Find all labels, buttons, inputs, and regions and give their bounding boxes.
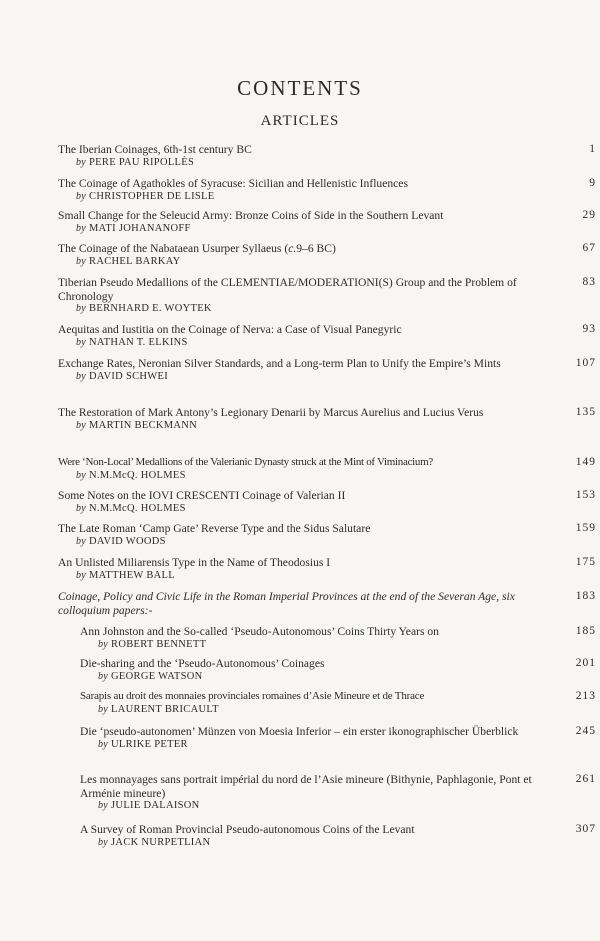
entry-title: The Late Roman ‘Camp Gate’ Reverse Type and the Sidus Salutare [58, 522, 371, 535]
entry-title: Exchange Rates, Neronian Silver Standards, and a Long-term Plan to Unify the Empire’s Mints [58, 357, 501, 370]
entry-author: by N.M.McQ. HOLMES [76, 469, 186, 481]
entry-author: by JULIE DALAISON [98, 800, 200, 811]
entry-author: by MATI JOHANANOFF [76, 222, 191, 234]
entry-title: Aequitas and Iustitia on the Coinage of Nerva: a Case of Visual Panegyric [58, 323, 402, 336]
toc-entry[interactable] [58, 276, 596, 315]
entry-title: The Coinage of Agathokles of Syracuse: Sicilian and Hellenistic Influences [58, 177, 408, 190]
entry-title: The Coinage of the Nabataean Usurper Syllaeus (c.9–6 BC) [58, 242, 336, 255]
toc-subentry[interactable] [80, 625, 596, 651]
toc-entry[interactable] [58, 242, 596, 268]
toc-entry[interactable] [58, 143, 596, 169]
entry-page: 93 [582, 323, 596, 335]
toc-entry[interactable] [58, 323, 596, 349]
toc-entry[interactable] [58, 456, 596, 482]
entry-author: by PERE PAU RIPOLLÈS [76, 156, 195, 168]
toc-subentry[interactable] [80, 823, 596, 849]
entry-page: 83 [582, 276, 596, 288]
toc-subentry[interactable] [80, 690, 596, 716]
toc-entry[interactable] [58, 522, 596, 548]
toc-entry[interactable] [58, 489, 596, 515]
section-heading: ARTICLES [260, 113, 340, 129]
entry-page: 307 [575, 823, 596, 835]
entry-author: by ROBERT BENNETT [98, 638, 207, 650]
entry-title: The Restoration of Mark Antony’s Legionary Denarii by Marcus Aurelius and Lucius Verus [58, 406, 484, 419]
entry-title: Die-sharing and the ‘Pseudo-Autonomous’ Coinages [80, 657, 325, 670]
entry-title: A Survey of Roman Provincial Pseudo-autonomous Coins of the Levant [80, 823, 415, 836]
entry-author: by NATHAN T. ELKINS [76, 336, 188, 348]
toc-subentry[interactable] [80, 773, 596, 812]
entry-author: by N.M.McQ. HOLMES [76, 502, 186, 514]
entry-author: by LAURENT BRICAULT [98, 703, 219, 715]
toc-entry[interactable] [58, 556, 596, 582]
entry-page: 107 [575, 357, 596, 369]
toc-entry[interactable] [58, 406, 596, 432]
toc-entry[interactable] [58, 357, 596, 383]
entry-title: Were ‘Non-Local’ Medallions of the Valerianic Dynasty struck at the Mint of Viminacium? [58, 456, 433, 468]
entry-page: 159 [575, 522, 596, 534]
toc-subentry[interactable] [80, 725, 596, 751]
entry-page: 201 [575, 657, 596, 669]
entry-author: by CHRISTOPHER DE LISLE [76, 190, 215, 202]
entry-title: Die ‘pseudo-autonomen’ Münzen von Moesia Inferior – ein erster ikonographischer Überblick [80, 725, 519, 738]
entry-title: Small Change for the Seleucid Army: Bronze Coins of Side in the Southern Levant [58, 209, 444, 222]
toc-subentry[interactable] [80, 657, 596, 683]
entry-title: Some Notes on the IOVI CRESCENTI Coinage of Valerian II [58, 489, 346, 502]
entry-page: 175 [575, 556, 596, 568]
entry-author: by BERNHARD E. WOYTEK [76, 303, 212, 314]
entry-title: Les monnayages sans portrait impérial du nord de l’Asie mineure (Bithynie, Paphlagonie, Pont et Arménie mineure) [80, 773, 532, 800]
entry-author: by JACK NURPETLIAN [98, 836, 211, 848]
entry-title: Ann Johnston and the So-called ‘Pseudo-Autonomous’ Coins Thirty Years on [80, 625, 439, 638]
entry-author: by ULRIKE PETER [98, 738, 188, 750]
entry-title: Tiberian Pseudo Medallions of the CLEMENTIAE/MODERATIONI(S) Group and the Problem of Chronology [58, 276, 517, 303]
page-title: CONTENTS [237, 76, 363, 100]
entry-author: by MATTHEW BALL [76, 569, 175, 581]
entry-page: 1 [589, 143, 596, 155]
entry-page: 261 [575, 773, 596, 785]
entry-page: 29 [582, 209, 596, 221]
toc-entry[interactable] [58, 209, 596, 235]
entry-page: 153 [575, 489, 596, 501]
entry-page: 149 [575, 456, 596, 468]
entry-title: The Iberian Coinages, 6th-1st century BC [58, 143, 252, 156]
entry-page: 213 [575, 690, 596, 702]
entry-page: 67 [582, 242, 596, 254]
toc-entry[interactable] [58, 177, 596, 203]
entry-page: 135 [575, 406, 596, 418]
entry-author: by GEORGE WATSON [98, 670, 203, 682]
entry-author: by RACHEL BARKAY [76, 255, 181, 267]
entry-title: An Unlisted Miliarensis Type in the Name of Theodosius I [58, 556, 331, 569]
toc-entry-colloquium[interactable] [58, 590, 596, 617]
entry-title: Coinage, Policy and Civic Life in the Roman Imperial Provinces at the end of the Severan Age, six colloquium papers:- [58, 590, 515, 617]
entry-page: 183 [575, 590, 596, 602]
entry-page: 245 [575, 725, 596, 737]
entry-author: by DAVID SCHWEI [76, 370, 168, 382]
entry-page: 185 [575, 625, 596, 637]
entry-author: by DAVID WOODS [76, 535, 166, 547]
entry-title: Sarapis au droit des monnaies provinciales romaines d’Asie Mineure et de Thrace [80, 690, 425, 702]
entry-author: by MARTIN BECKMANN [76, 419, 198, 431]
entry-page: 9 [589, 177, 596, 189]
